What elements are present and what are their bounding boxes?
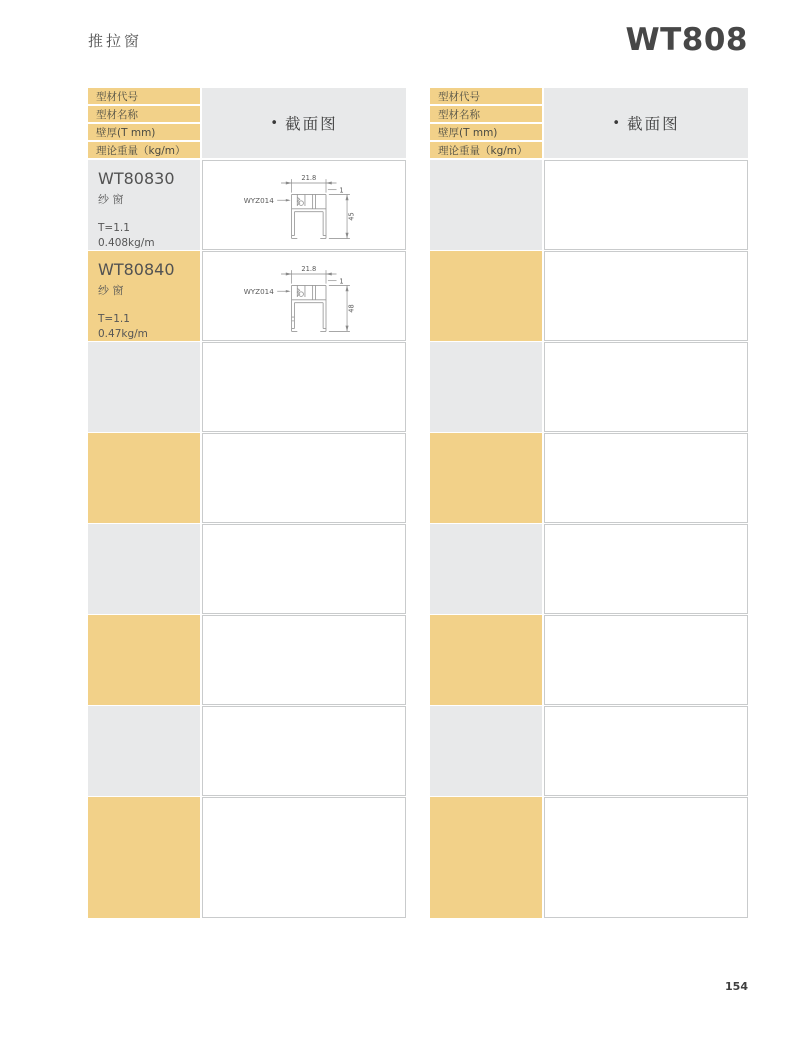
header-section-diagram [202, 88, 406, 158]
header-profile-code: 型材代号 [88, 88, 200, 104]
page-title: 推拉窗 [88, 32, 143, 50]
section-diagram-cell-empty [202, 615, 406, 705]
header-label-column [430, 88, 542, 158]
section-diagram-cell-empty [202, 342, 406, 432]
profile-name: 纱 窗 [98, 284, 124, 297]
profile-info-cell [88, 160, 200, 250]
header-wall-thickness: 壁厚(T mm) [88, 124, 200, 140]
dim-wall: 1 [339, 277, 344, 286]
profile-table-right [430, 88, 748, 919]
header-profile-name: 型材名称 [430, 106, 542, 122]
profile-info-cell-empty [430, 615, 542, 705]
header-profile-name: 型材名称 [88, 106, 200, 122]
table-row-empty [88, 433, 406, 523]
table-row-empty [430, 251, 748, 341]
section-diagram-cell-empty [202, 524, 406, 614]
table-row-empty [430, 160, 748, 250]
section-label: 截面图 [285, 115, 338, 133]
table-row-empty [88, 706, 406, 796]
table-row-empty [88, 615, 406, 705]
profile-info-cell-empty [88, 615, 200, 705]
section-diagram-cell-empty [544, 615, 748, 705]
profile-info-cell-empty [88, 524, 200, 614]
table-row-empty [88, 797, 406, 918]
profile-code: WT80840 [98, 260, 175, 279]
diagram-label: WYZ014 [243, 287, 274, 297]
profile-weight: 0.408kg/m [98, 237, 155, 249]
table-row-empty [430, 706, 748, 796]
section-diagram-cell-empty [544, 797, 748, 918]
header-theoretical-weight: 理论重量（kg/m） [430, 142, 542, 158]
profile-weight: 0.47kg/m [98, 328, 148, 340]
profile-info-cell-empty [88, 342, 200, 432]
table-row-empty [430, 524, 748, 614]
profile-info-cell-empty [430, 342, 542, 432]
bullet-icon: • [612, 115, 621, 131]
dim-height: 48 [347, 304, 356, 313]
header-label-column [88, 88, 200, 158]
bullet-icon: • [270, 115, 279, 131]
profile-info-cell-empty [430, 160, 542, 250]
section-diagram-cell-empty [202, 706, 406, 796]
header-section-diagram [544, 88, 748, 158]
table-header [430, 88, 748, 158]
dim-width: 21.8 [301, 174, 317, 183]
header-theoretical-weight: 理论重量（kg/m） [88, 142, 200, 158]
table-header [88, 88, 406, 158]
profile-info-cell-empty [430, 433, 542, 523]
profile-info-cell-empty [430, 524, 542, 614]
profile-info-cell-empty [88, 706, 200, 796]
table-row-empty [430, 433, 748, 523]
section-diagram-cell-empty [544, 433, 748, 523]
dim-width: 21.8 [301, 265, 317, 274]
table-row-empty [430, 797, 748, 918]
profile-table-left [88, 88, 406, 919]
table-row-empty [430, 615, 748, 705]
header-profile-code: 型材代号 [430, 88, 542, 104]
profile-thickness: T=1.1 [98, 222, 130, 234]
section-diagram-cell [202, 160, 406, 250]
table-row [88, 251, 406, 341]
section-diagram-cell-empty [544, 342, 748, 432]
section-diagram-cell-empty [202, 797, 406, 918]
profile-thickness: T=1.1 [98, 313, 130, 325]
profile-name: 纱 窗 [98, 193, 124, 206]
section-diagram-cell-empty [202, 433, 406, 523]
dim-height: 45 [347, 212, 356, 221]
table-row-empty [88, 342, 406, 432]
profile-info-cell-empty [88, 797, 200, 918]
dim-wall: 1 [339, 186, 344, 195]
series-title: WT808 [625, 22, 748, 58]
section-diagram-cell-empty [544, 251, 748, 341]
section-diagram-cell-empty [544, 524, 748, 614]
profile-info-cell-empty [430, 706, 542, 796]
page-number: 154 [725, 980, 748, 993]
section-label: 截面图 [627, 115, 680, 133]
profile-info-cell-empty [430, 797, 542, 918]
section-diagram-cell-empty [544, 706, 748, 796]
diagram-label: WYZ014 [243, 196, 274, 206]
profile-info-cell [88, 251, 200, 341]
table-row-empty [88, 524, 406, 614]
section-diagram-cell-empty [544, 160, 748, 250]
table-row [88, 160, 406, 250]
profile-cross-section-diagram [238, 252, 370, 340]
section-diagram-cell [202, 251, 406, 341]
profile-cross-section-diagram [238, 161, 370, 249]
profile-info-cell-empty [88, 433, 200, 523]
profile-code: WT80830 [98, 169, 175, 188]
profile-info-cell-empty [430, 251, 542, 341]
table-row-empty [430, 342, 748, 432]
header-wall-thickness: 壁厚(T mm) [430, 124, 542, 140]
